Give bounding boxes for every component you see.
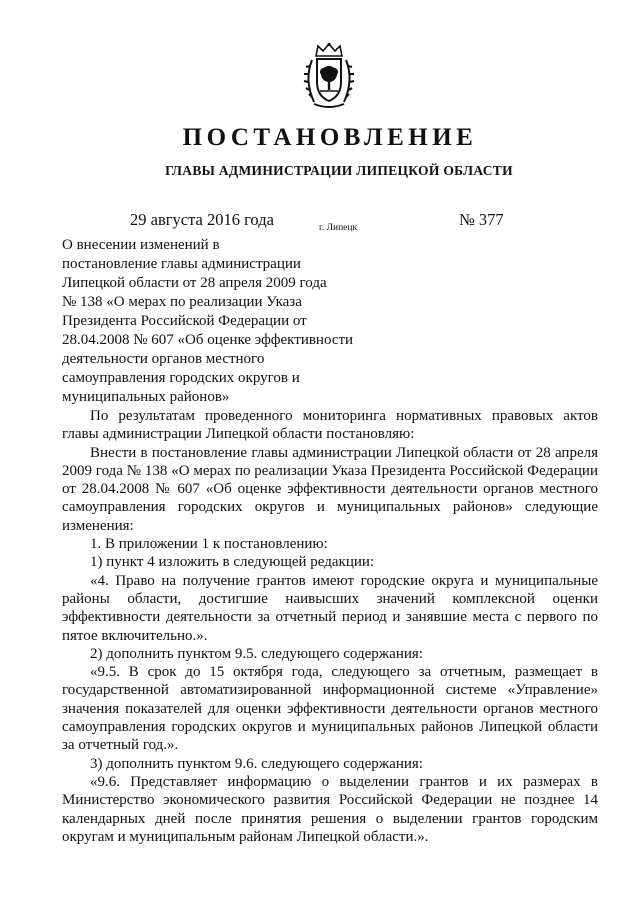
document-body (62, 407, 598, 846)
body-paragraph: «4. Право на получение грантов имеют городские округа и муниципальные районы области, достигшие наивысших значений комплексной оценки эффективности деятельности за отчетный период и занявшие места с первого по пятое включительно.». (62, 572, 598, 644)
subject-line: Президента Российской Федерации от (62, 313, 307, 329)
subject-line: муниципальных районов» (62, 389, 230, 405)
document-date: 29 августа 2016 года (130, 210, 274, 229)
subject-line: 28.04.2008 № 607 «Об оценке эффективности (62, 332, 354, 348)
subject-line: деятельности органов местного (62, 351, 265, 367)
subject-line: Липецкой области от 28 апреля 2009 года (62, 275, 327, 291)
body-paragraph: 1) пункт 4 изложить в следующей редакции: (90, 554, 375, 571)
subject-line: О внесении изменений в (62, 237, 220, 253)
body-paragraph: Внести в постановление главы администрации Липецкой области от 28 апреля 2009 года № 138 «О мерах по реализации Указа Президента Российской Федерации от 28.04.2008 № 607 «Об оценке эффективности деятельности органов местного самоуправления городских округов и муниципальных районов» следующие изменения: (62, 444, 598, 534)
body-paragraph: По результатам проведенного мониторинга нормативных правовых актов главы администрации Липецкой области постановляю: (62, 408, 598, 443)
document-subject (62, 236, 362, 407)
body-paragraph: «9.5. В срок до 15 октября года, следующего за отчетным, размещает в государственной автоматизированной информационной системе «Управление» значения показателей для оценки эффективности деятельности органов местного самоуправления городских округов и муниципальных районов Липецкой области за отчетный год.». (62, 664, 598, 754)
document-subtitle: ГЛАВЫ АДМИНИСТРАЦИИ ЛИПЕЦКОЙ ОБЛАСТИ (165, 163, 513, 178)
document-city: г. Липецк (319, 223, 358, 233)
subject-line: постановление главы администрации (62, 256, 301, 272)
subject-line: самоуправления городских округов и (62, 370, 300, 386)
body-paragraph: 1. В приложении 1 к постановлению: (90, 536, 328, 553)
coat-of-arms-icon (302, 42, 356, 110)
body-paragraph: 2) дополнить пунктом 9.5. следующего содержания: (90, 645, 423, 662)
document-number: № 377 (459, 210, 504, 229)
subject-line: № 138 «О мерах по реализации Указа (62, 294, 302, 310)
body-paragraph: «9.6. Представляет информацию о выделении грантов и их размерах в Министерство экономического развития Российской Федерации не позднее 14 календарных дней после принятия решения о выделении грантов городским округам и муниципальным районам Липецкой области.». (62, 773, 598, 845)
body-paragraph: 3) дополнить пунктом 9.6. следующего содержания: (90, 755, 423, 772)
document-title: ПОСТАНОВЛЕНИЕ (182, 124, 478, 151)
